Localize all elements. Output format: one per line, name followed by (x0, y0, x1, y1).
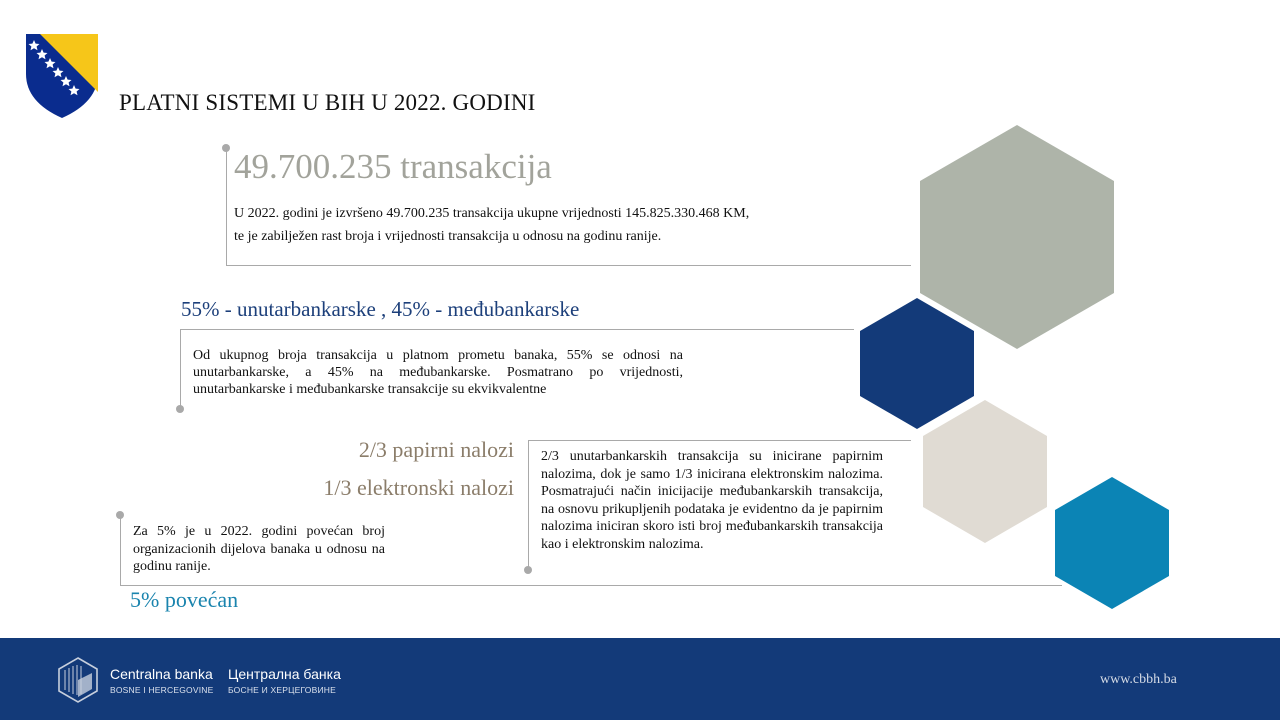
cbbh-logo-icon (56, 656, 100, 704)
transactions-text (234, 202, 854, 248)
orders-text: 2/3 unutarbankarskih transakcija su inicirane papirnim nalozima, dok je samo 1/3 inicirana elektronskim nalozima. Posmatrajući način inicijacije međubankarskih transakcija, na osnovu prikupljenih podataka je evidentno da je papirnim nalozima iniciran skoro isti broj međubankarskih transakcija kao i elektronskim nalozima. (541, 449, 883, 552)
transactions-headline: 49.700.235 transakcija (234, 147, 552, 186)
bank-subtitle-latin: BOSNE I HERCEGOVINE (110, 685, 214, 695)
transactions-text-line: te je zabilježen rast broja i vrijednosti transakcija u odnosu na godinu ranije. (234, 229, 662, 244)
connector-line (180, 329, 854, 330)
hexagon-beige (922, 399, 1048, 544)
electronic-orders-headline: 1/3 elektronski nalozi (323, 475, 514, 500)
connector-line (180, 329, 181, 409)
connector-line (528, 440, 529, 570)
bank-name-cyrillic: Централна банка (228, 666, 341, 682)
units-text: Za 5% je u 2022. godini povećan broj organizacionih dijelova banaka u odnosu na godinu ranije. (133, 524, 385, 574)
share-text: Od ukupnog broja transakcija u platnom prometu banaka, 55% se odnosi na unutarbankarske, a 45% na međubankarske. Posmatrano po vrijednosti, unutarbankarske i međubankarske transakcije su ekvikvalentne (193, 348, 683, 397)
share-headline: 55% - unutarbankarske , 45% - međubankarske (181, 297, 580, 321)
connector-dot (116, 511, 124, 519)
connector-dot (222, 144, 230, 152)
units-headline: 5% povećan (130, 587, 239, 612)
bank-name-latin: Centralna banka (110, 666, 213, 682)
bosnia-herzegovina-coat-of-arms-icon (26, 34, 98, 118)
hexagon-teal (1054, 476, 1170, 610)
paper-orders-headline: 2/3 papirni nalozi (358, 437, 514, 462)
connector-line (528, 440, 911, 441)
connector-line (226, 265, 911, 266)
connector-line (120, 585, 1062, 586)
website-link[interactable]: www.cbbh.ba (1100, 672, 1177, 687)
connector-dot (524, 566, 532, 574)
connector-line (226, 149, 227, 266)
connector-dot (176, 405, 184, 413)
connector-line (120, 515, 121, 585)
bank-subtitle-cyrillic: БОСНЕ И ХЕРЦЕГОВИНЕ (228, 685, 336, 695)
page-title: PLATNI SISTEMI U BIH U 2022. GODINI (119, 90, 536, 115)
transactions-text-line: U 2022. godini je izvršeno 49.700.235 transakcija ukupne vrijednosti 145.825.330.468 KM, (234, 206, 750, 221)
